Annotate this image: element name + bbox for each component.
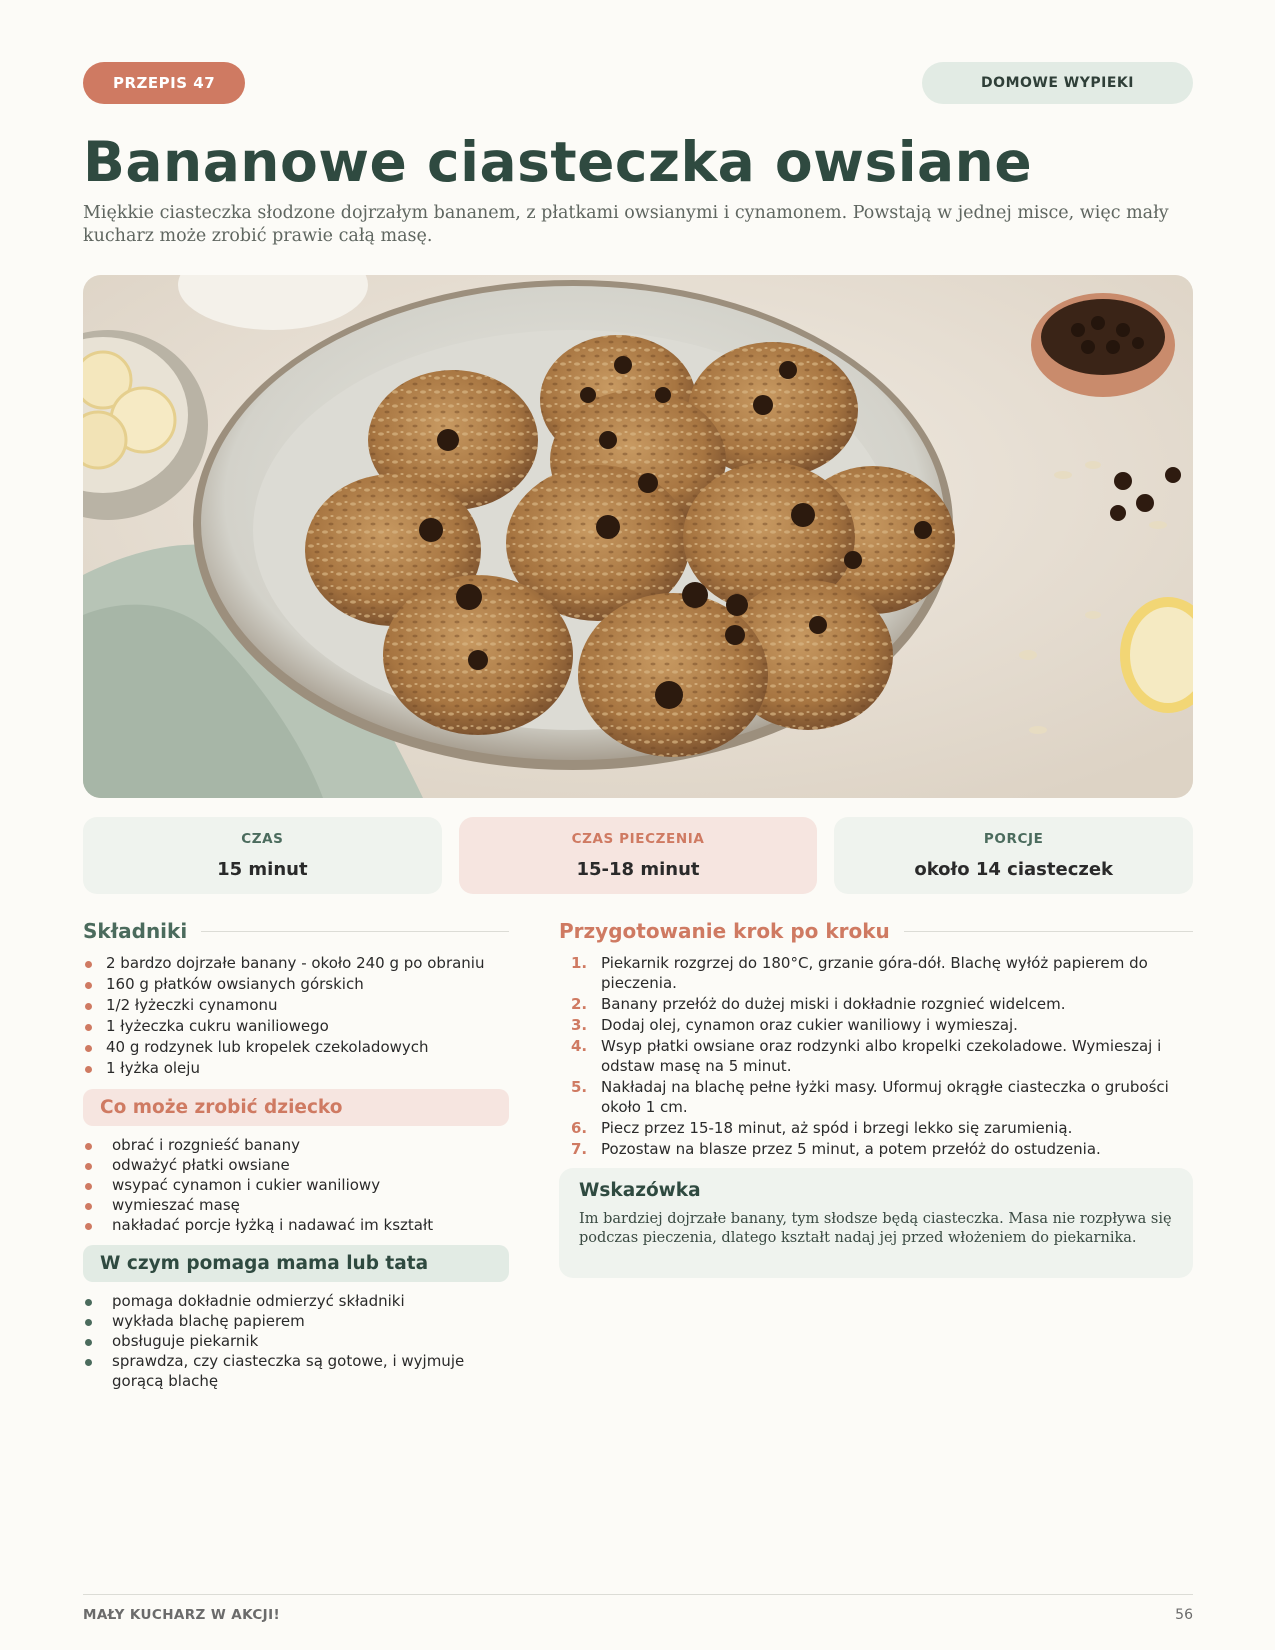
steps-heading-row xyxy=(559,918,1193,944)
tip-text: Im bardziej dojrzałe banany, tym słodsze będą ciasteczka. Masa nie rozpływa się podczas pieczenia, dlatego kształt nadaj jej przed włożeniem do piekarnika. xyxy=(579,1211,1172,1246)
divider xyxy=(904,931,1193,932)
step-number: 1. xyxy=(571,954,588,972)
step-item xyxy=(559,1077,1193,1117)
tip-box xyxy=(559,1168,1193,1278)
kid-task-item: odważyć płatki owsiane xyxy=(83,1155,509,1175)
step-number: 5. xyxy=(571,1078,588,1096)
step-number: 2. xyxy=(571,995,588,1013)
content-columns xyxy=(83,918,1193,1391)
step-number: 4. xyxy=(571,1037,588,1055)
ingredient-item: 1 łyżka oleju xyxy=(83,1058,509,1079)
step-text: Piekarnik rozgrzej do 180°C, grzanie góra-dół. Blachę wyłóż papierem do pieczenia. xyxy=(601,954,1148,992)
step-item xyxy=(559,1015,1193,1035)
kid-task-item: nakładać porcje łyżką i nadawać im kształt xyxy=(83,1215,509,1235)
steps-list xyxy=(559,953,1193,1159)
page-number: 56 xyxy=(1175,1607,1193,1623)
category-badge: DOMOWE WYPIEKI xyxy=(922,62,1193,104)
recipe-page xyxy=(83,62,1193,1391)
ingredient-item: 2 bardzo dojrzałe banany - około 240 g po obraniu xyxy=(83,953,509,974)
step-item xyxy=(559,994,1193,1014)
stat-label: CZAS xyxy=(241,831,284,847)
step-number: 6. xyxy=(571,1119,588,1137)
ingredients-heading: Składniki xyxy=(83,919,188,943)
parent-task-item: pomaga dokładnie odmierzyć składniki xyxy=(83,1291,509,1311)
ingredient-item: 160 g płatków owsianych górskich xyxy=(83,974,509,995)
ingredient-item: 1 łyżeczka cukru waniliowego xyxy=(83,1016,509,1037)
parent-task-item: sprawdza, czy ciasteczka są gotowe, i wyjmuje gorącą blachę xyxy=(83,1351,509,1391)
right-column xyxy=(559,918,1193,1391)
stat-servings xyxy=(834,817,1193,894)
stat-value: 15-18 minut xyxy=(576,859,700,880)
kid-task-item: obrać i rozgnieść banany xyxy=(83,1135,509,1155)
step-item xyxy=(559,1139,1193,1159)
stat-baking-time xyxy=(459,817,818,894)
parent-tasks-heading: W czym pomaga mama lub tata xyxy=(83,1245,509,1282)
footer-brand: MAŁY KUCHARZ W AKCJI! xyxy=(83,1607,281,1623)
parent-tasks-list xyxy=(83,1291,509,1391)
ingredients-list xyxy=(83,953,509,1079)
recipe-subtitle: Miękkie ciasteczka słodzone dojrzałym bananem, z płatkami owsianymi i cynamonem. Powstają w jednej misce, więc mały kucharz może zrobić prawie całą masę. xyxy=(83,203,1169,246)
ingredient-item: 1/2 łyżeczki cynamonu xyxy=(83,995,509,1016)
kid-task-item: wymieszać masę xyxy=(83,1195,509,1215)
kid-tasks-heading: Co może zrobić dziecko xyxy=(83,1089,509,1126)
tip-heading: Wskazówka xyxy=(579,1180,701,1201)
step-text: Dodaj olej, cynamon oraz cukier waniliowy i wymieszaj. xyxy=(601,1016,1018,1034)
steps-heading: Przygotowanie krok po kroku xyxy=(559,919,890,943)
kid-task-item: wsypać cynamon i cukier waniliowy xyxy=(83,1175,509,1195)
recipe-number-badge: PRZEPIS 47 xyxy=(83,62,245,104)
step-text: Banany przełóż do dużej miski i dokładnie rozgnieć widelcem. xyxy=(601,995,1066,1013)
step-text: Wsyp płatki owsiane oraz rodzynki albo kropelki czekoladowe. Wymieszaj i odstaw masę na 5 minut. xyxy=(601,1037,1162,1075)
step-text: Pozostaw na blasze przez 5 minut, a potem przełóż do ostudzenia. xyxy=(601,1140,1101,1158)
step-number: 7. xyxy=(571,1140,588,1158)
cookies-photo xyxy=(83,275,1193,798)
step-item xyxy=(559,1036,1193,1076)
ingredient-item: 40 g rodzynek lub kropelek czekoladowych xyxy=(83,1037,509,1058)
stat-value: 15 minut xyxy=(217,859,308,880)
parent-task-item: obsługuje piekarnik xyxy=(83,1331,509,1351)
cookies-illustration xyxy=(83,275,1193,798)
step-text: Nakładaj na blachę pełne łyżki masy. Uformuj okrągłe ciasteczka o grubości około 1 cm. xyxy=(601,1078,1169,1116)
ingredients-heading-row xyxy=(83,918,509,944)
divider xyxy=(201,931,509,932)
page-footer xyxy=(83,1594,1193,1623)
step-item xyxy=(559,1118,1193,1138)
stat-label: PORCJE xyxy=(983,831,1044,847)
header-row xyxy=(83,62,1193,104)
stat-time xyxy=(83,817,442,894)
kid-tasks-list xyxy=(83,1135,509,1235)
parent-task-item: wykłada blachę papierem xyxy=(83,1311,509,1331)
left-column xyxy=(83,918,509,1391)
step-text: Piecz przez 15-18 minut, aż spód i brzegi lekko się zarumienią. xyxy=(601,1119,1073,1137)
step-item xyxy=(559,953,1193,993)
step-number: 3. xyxy=(571,1016,588,1034)
stat-value: około 14 ciasteczek xyxy=(914,859,1114,880)
recipe-title: Bananowe ciasteczka owsiane xyxy=(83,130,1033,194)
recipe-stats xyxy=(83,817,1193,894)
stat-label: CZAS PIECZENIA xyxy=(571,831,705,847)
